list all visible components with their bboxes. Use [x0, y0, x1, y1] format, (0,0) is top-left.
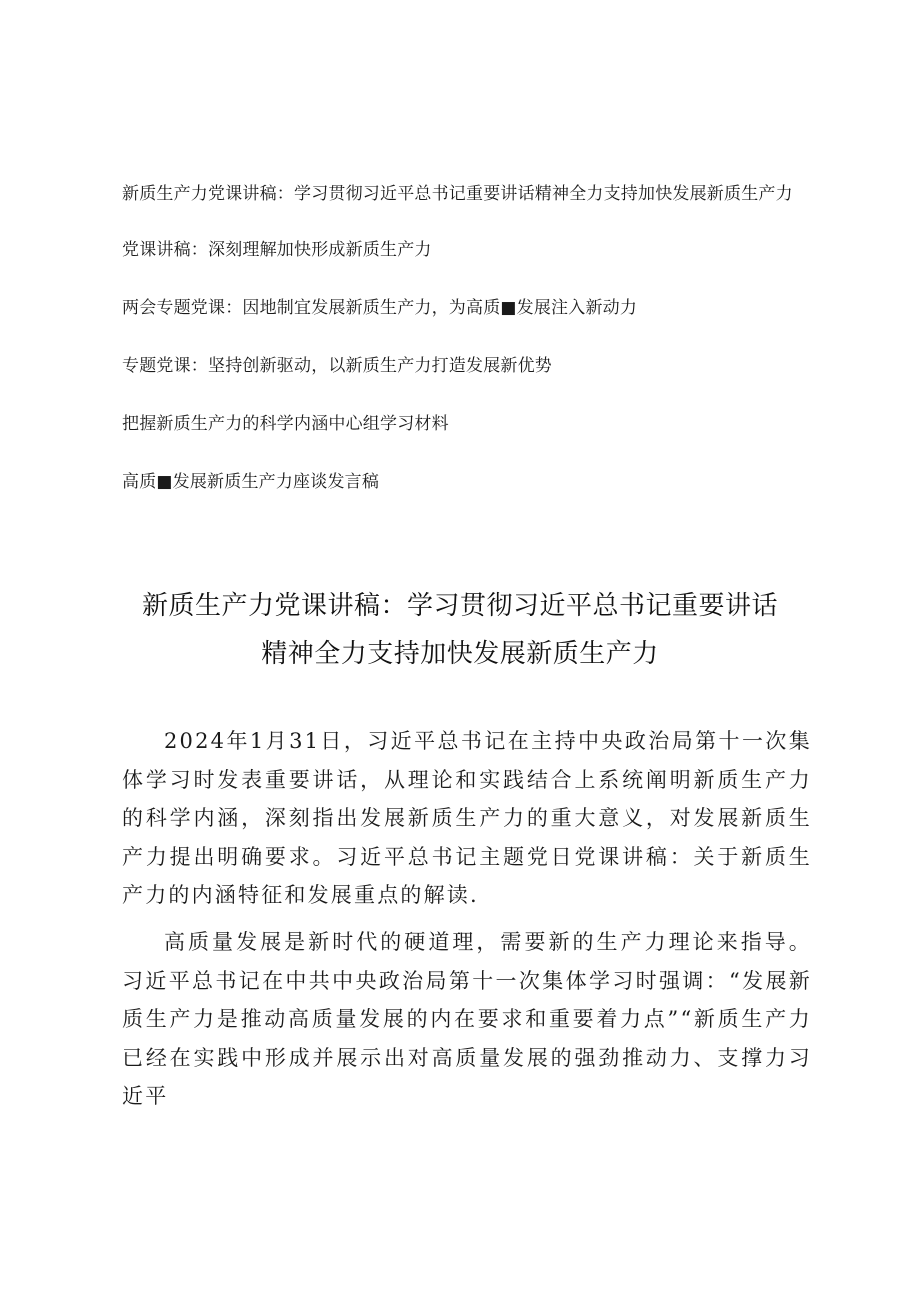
toc-item: 新质生产力党课讲稿：学习贯彻习近平总书记重要讲话精神全力支持加快发展新质生产力 — [122, 184, 793, 204]
article-body — [122, 722, 812, 1124]
article-title-line: 精神全力支持加快发展新质生产力 — [261, 639, 659, 669]
article-title-line: 新质生产力党课讲稿：学习贯彻习近平总书记重要讲话 — [141, 591, 778, 621]
toc-item: 两会专题党课：因地制宜发展新质生产力，为高质■发展注入新动力 — [122, 298, 638, 318]
toc-item: 专题党课：坚持创新驱动，以新质生产力打造发展新优势 — [122, 356, 552, 376]
toc-item: 高质■发展新质生产力座谈发言稿 — [122, 472, 380, 492]
article-title — [110, 582, 810, 678]
toc-item: 把握新质生产力的科学内涵中心组学习材料 — [122, 414, 449, 434]
toc-item: 党课讲稿：深刻理解加快形成新质生产力 — [122, 240, 432, 260]
body-paragraph: 2024年1月31日，习近平总书记在主持中央政治局第十一次集体学习时发表重要讲话，从理论和实践结合上系统阐明新质生产力的科学内涵，深刻指出发展新质生产力的重大意义，对发展新质生产力提出明确要求。习近平总书记主题党日党课讲稿：关于新质生产力的内涵特征和发展重点的解读. — [122, 729, 812, 908]
table-of-contents — [122, 180, 812, 526]
body-paragraph: 高质量发展是新时代的硬道理，需要新的生产力理论来指导。习近平总书记在中共中央政治局第十一次集体学习时强调：“发展新质生产力是推动高质量发展的内在要求和重要着力点”“新质生产力已经在实践中形成并展示出对高质量发展的强劲推动力、支撑力习近平 — [122, 929, 812, 1109]
